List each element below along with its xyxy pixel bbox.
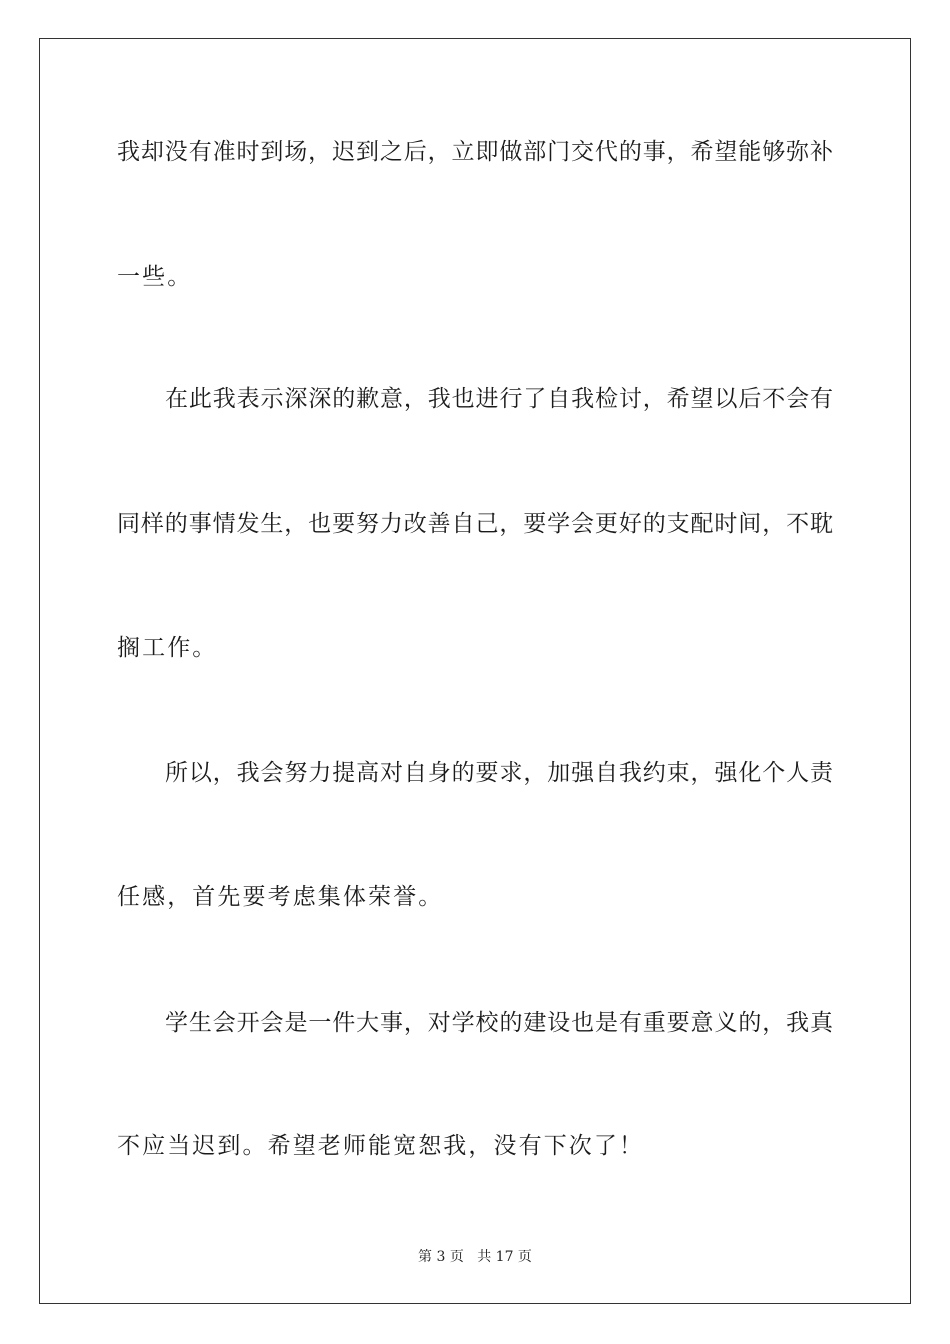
text-line-9: 不应当迟到。希望老师能宽恕我，没有下次了！ xyxy=(117,1133,645,1159)
text-line-2: 一些。 xyxy=(117,264,193,290)
text-line-4: 同样的事情发生，也要努力改善自己，要学会更好的支配时间，不耽 xyxy=(117,511,833,537)
text-line-8: 学生会开会是一件大事，对学校的建设也是有重要意义的，我真 xyxy=(165,1010,833,1036)
page-footer xyxy=(0,1248,950,1266)
text-line-7: 任感，首先要考虑集体荣誉。 xyxy=(117,884,444,910)
page-number: 第 3 页 xyxy=(418,1249,464,1265)
text-line-1: 我却没有准时到场，迟到之后，立即做部门交代的事，希望能够弥补 xyxy=(117,139,833,165)
page-total: 共 17 页 xyxy=(477,1249,532,1265)
page-frame xyxy=(39,38,911,1304)
text-line-3: 在此我表示深深的歉意，我也进行了自我检讨，希望以后不会有 xyxy=(165,386,833,412)
text-line-5: 搁工作。 xyxy=(117,635,218,661)
text-line-6: 所以，我会努力提高对自身的要求，加强自我约束，强化个人责 xyxy=(165,760,833,786)
